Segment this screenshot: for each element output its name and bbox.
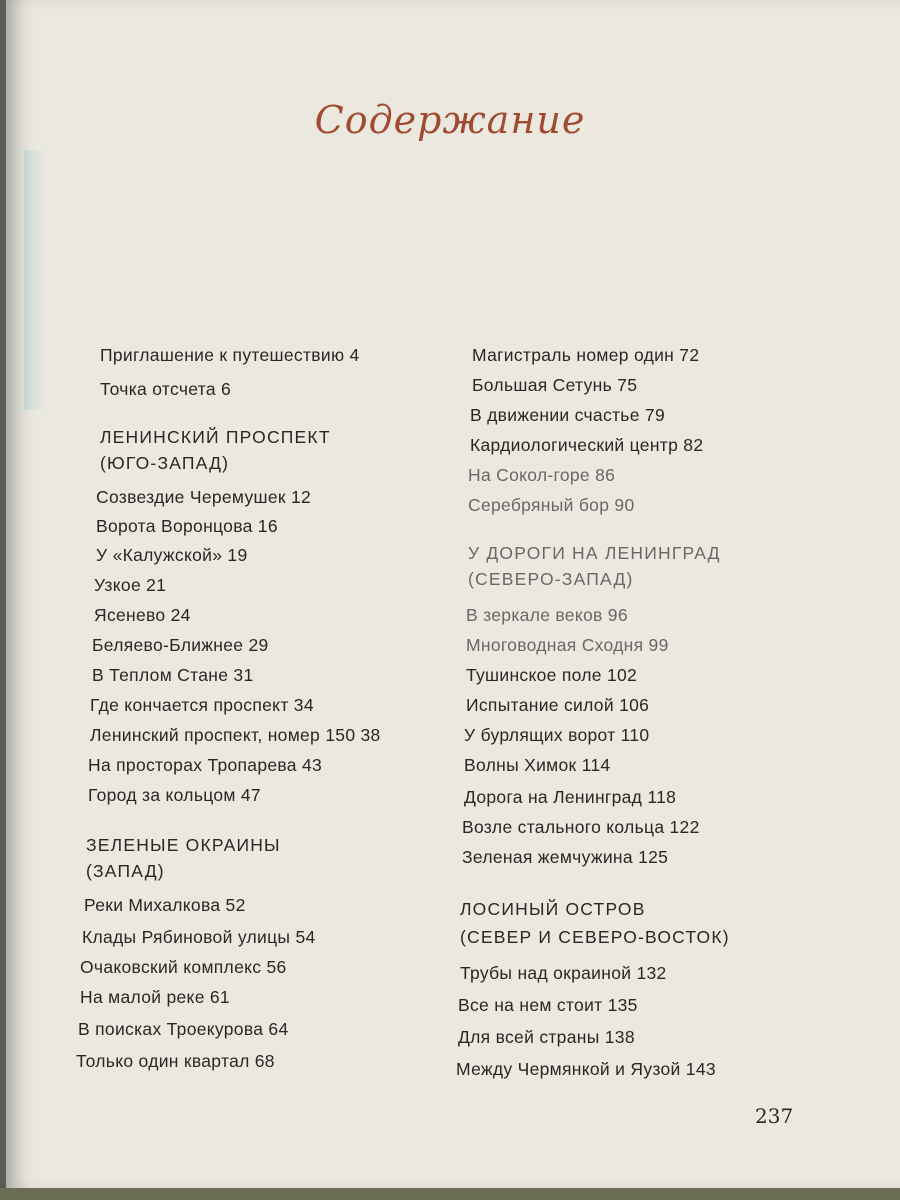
toc-entry: Испытание силой 106 [466, 695, 650, 715]
toc-entry: Многоводная Сходня 99 [466, 635, 669, 655]
toc-entry: Ясенево 24 [94, 605, 191, 625]
toc-entry: Ворота Воронцова 16 [96, 516, 278, 536]
toc-entry: Магистраль номер один 72 [472, 345, 700, 365]
toc-entry: Между Чермянкой и Яузой 143 [456, 1059, 716, 1079]
toc-entry: Все на нем стоит 135 [458, 995, 638, 1015]
toc-entry: Клады Рябиновой улицы 54 [82, 927, 316, 947]
toc-section-heading: ЗЕЛЕНЫЕ ОКРАИНЫ [86, 835, 281, 855]
toc-entry: Зеленая жемчужина 125 [462, 847, 669, 867]
toc-entry: Где кончается проспект 34 [90, 695, 314, 715]
toc-entry: Для всей страны 138 [458, 1027, 635, 1047]
toc-entry: Точка отсчета 6 [100, 379, 232, 399]
toc-entry: Созвездие Черемушек 12 [96, 487, 312, 507]
toc-section-heading: ЛЕНИНСКИЙ ПРОСПЕКТ [100, 427, 331, 447]
toc-entry: Кардиологический центр 82 [470, 435, 704, 455]
toc-entry: Ленинский проспект, номер 150 38 [90, 725, 381, 745]
toc-entry: Беляево-Ближнее 29 [92, 635, 269, 655]
toc-entry: На малой реке 61 [80, 987, 230, 1007]
toc-entry: Очаковский комплекс 56 [80, 957, 287, 977]
toc-section-subheading: (СЕВЕРО-ЗАПАД) [468, 569, 634, 589]
toc-entry: Реки Михалкова 52 [84, 895, 246, 915]
toc-entry: Узкое 21 [94, 575, 167, 595]
toc-entry: Волны Химок 114 [464, 755, 611, 775]
toc-section-heading: У ДОРОГИ НА ЛЕНИНГРАД [468, 543, 721, 563]
toc-entry: Серебряный бор 90 [468, 495, 635, 515]
toc-entry: Тушинское поле 102 [466, 665, 638, 685]
toc-entry: Возле стального кольца 122 [462, 817, 700, 837]
toc-section-heading: ЛОСИНЫЙ ОСТРОВ [460, 899, 646, 919]
toc-entry: В зеркале веков 96 [466, 605, 628, 625]
toc-entry: В поисках Троекурова 64 [78, 1019, 289, 1039]
page-title: Содержание [314, 98, 586, 142]
toc-entry: Приглашение к путешествию 4 [100, 345, 360, 365]
toc-entry: В Теплом Стане 31 [92, 665, 254, 685]
toc-entry: Город за кольцом 47 [88, 785, 261, 805]
toc-entry: Только один квартал 68 [76, 1051, 275, 1071]
table-surface [0, 1188, 900, 1200]
toc-entry: На Сокол-горе 86 [468, 465, 616, 485]
toc-section-subheading: (СЕВЕР И СЕВЕРО-ВОСТОК) [460, 927, 730, 947]
toc-entry: Дорога на Ленинград 118 [464, 787, 677, 807]
toc-entry: Большая Сетунь 75 [472, 375, 638, 395]
toc-entry: У бурлящих ворот 110 [464, 725, 650, 745]
toc-entry: Трубы над окраиной 132 [460, 963, 667, 983]
page-tint [24, 150, 46, 410]
toc-entry: В движении счастье 79 [470, 405, 665, 425]
toc-entry: На просторах Тропарева 43 [88, 755, 323, 775]
toc-section-subheading: (ЮГО-ЗАПАД) [100, 453, 230, 473]
page-number: 237 [755, 1104, 794, 1128]
toc-entry: У «Калужской» 19 [96, 545, 248, 565]
toc-section-subheading: (ЗАПАД) [86, 861, 165, 881]
